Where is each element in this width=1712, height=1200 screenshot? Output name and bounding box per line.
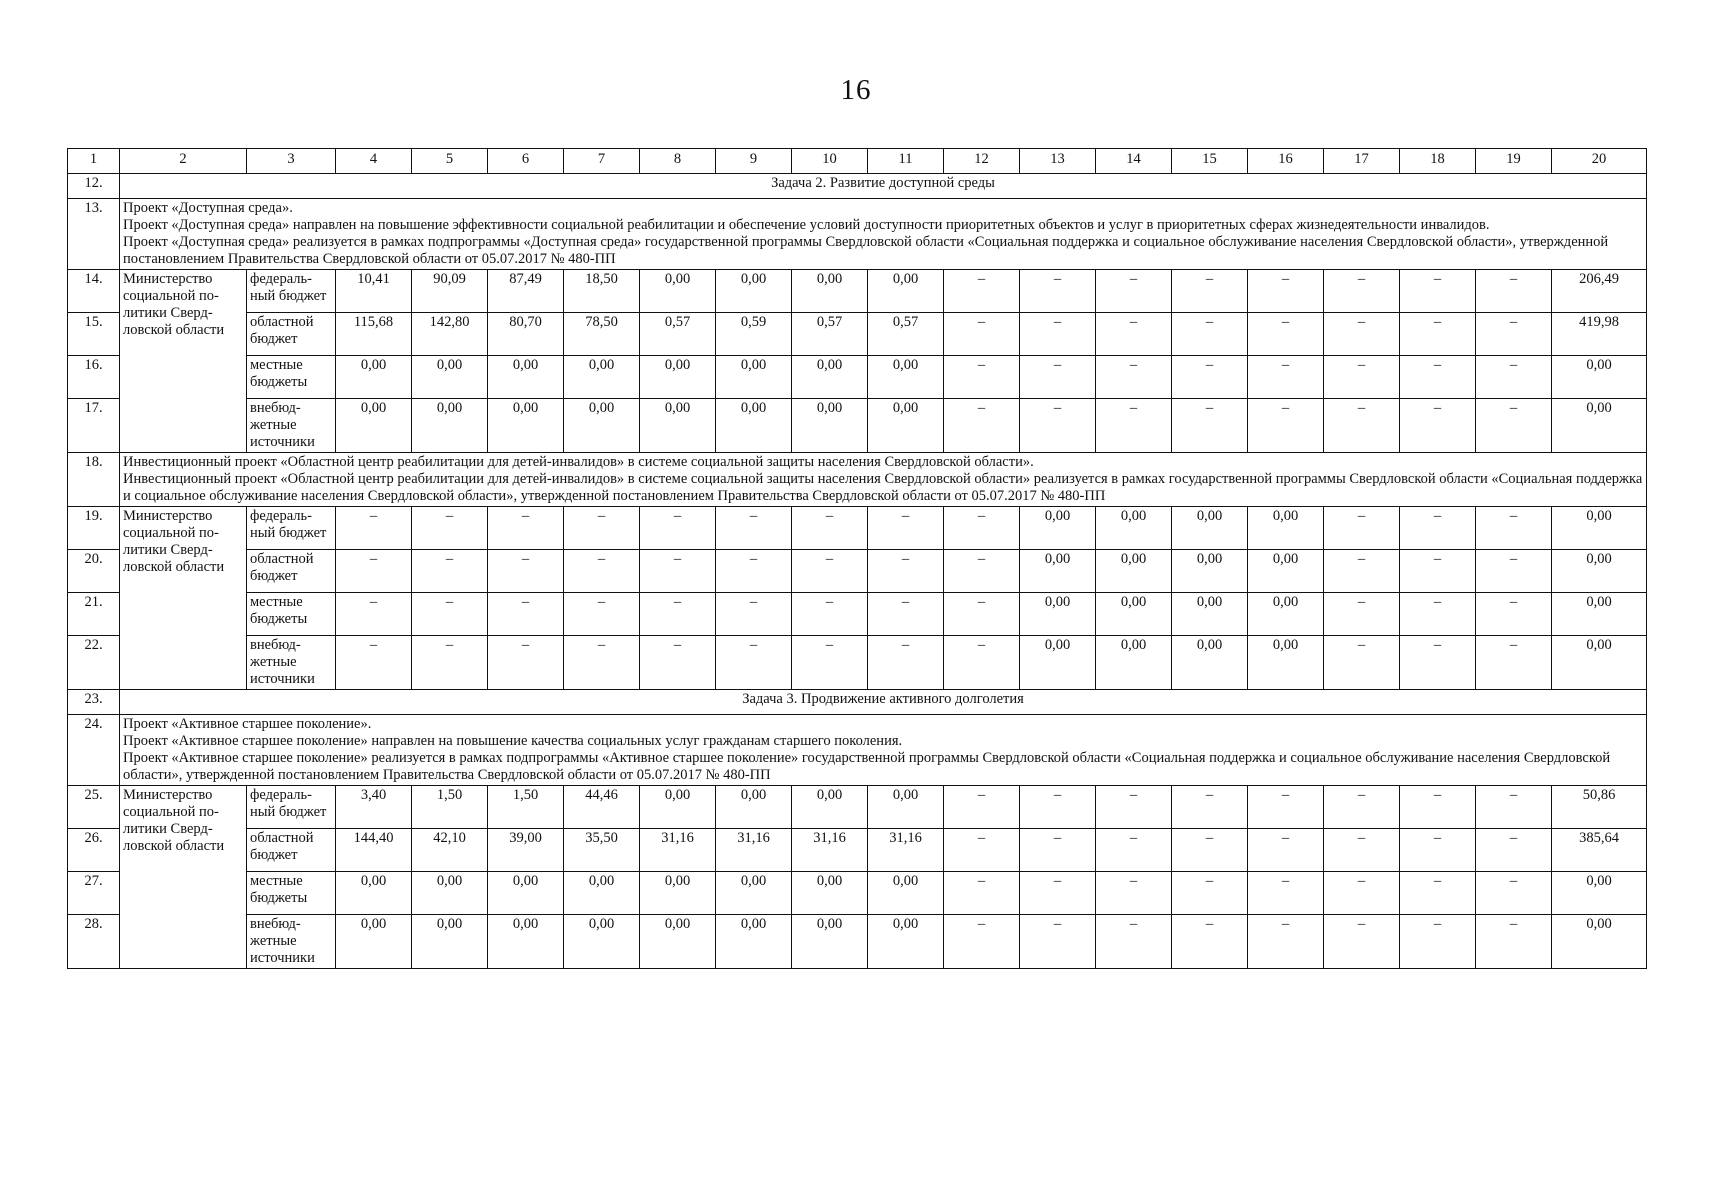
value-cell: – bbox=[1476, 593, 1552, 636]
value-cell: 419,98 bbox=[1552, 313, 1647, 356]
column-number-row bbox=[68, 149, 1647, 174]
value-cell: – bbox=[488, 593, 564, 636]
column-number: 11 bbox=[868, 149, 944, 174]
value-cell: – bbox=[1400, 829, 1476, 872]
value-cell: – bbox=[1248, 786, 1324, 829]
value-cell: 0,00 bbox=[336, 356, 412, 399]
value-cell: – bbox=[944, 313, 1020, 356]
funding-source: федераль-ный бюджет bbox=[247, 507, 336, 550]
value-cell: 0,00 bbox=[1096, 593, 1172, 636]
description-line: Проект «Активное старшее поколение» реализуется в рамках подпрограммы «Активное старшее поколение» государственной программы Свердловской области «Социальная поддержка и социальное обслуживание населения Свердловской области», утвержденной постановлением Правительства Свердловской области от 05.07.2017 № 480-ПП bbox=[123, 750, 1611, 783]
value-cell: – bbox=[1476, 270, 1552, 313]
budget-table-body bbox=[68, 149, 1647, 969]
value-cell: 0,00 bbox=[640, 270, 716, 313]
value-cell: – bbox=[792, 507, 868, 550]
value-cell: – bbox=[1476, 356, 1552, 399]
value-cell: 0,00 bbox=[1552, 593, 1647, 636]
value-cell: – bbox=[1248, 356, 1324, 399]
description-line: Инвестиционный проект «Областной центр реабилитации для детей-инвалидов» в системе социальной защиты населения Свердловской области» реализуется в рамках государственной программы Свердловской области «Социальная поддержка и социальное обслуживание населения Свердловской области», утвержденной постановлением Правительства Свердловской области от 05.07.2017 № 480-ПП bbox=[123, 471, 1643, 504]
value-cell: 0,00 bbox=[640, 915, 716, 969]
row-number: 26. bbox=[68, 829, 120, 872]
value-cell: – bbox=[1324, 270, 1400, 313]
value-cell: – bbox=[716, 550, 792, 593]
row-number: 23. bbox=[68, 690, 120, 715]
description-line: Проект «Активное старшее поколение» направлен на повышение качества социальных услуг гражданам старшего поколения. bbox=[123, 733, 903, 749]
value-cell: – bbox=[640, 593, 716, 636]
column-number: 6 bbox=[488, 149, 564, 174]
page-number: 16 bbox=[840, 74, 872, 106]
value-cell: 0,00 bbox=[868, 915, 944, 969]
budget-row bbox=[68, 786, 1647, 829]
value-cell: – bbox=[868, 636, 944, 690]
section-title: Задача 2. Развитие доступной среды bbox=[120, 174, 1647, 199]
budget-row bbox=[68, 593, 1647, 636]
budget-row bbox=[68, 915, 1647, 969]
value-cell: – bbox=[1248, 829, 1324, 872]
value-cell: – bbox=[336, 550, 412, 593]
value-cell: 0,00 bbox=[1096, 550, 1172, 593]
value-cell: 31,16 bbox=[716, 829, 792, 872]
value-cell: 0,00 bbox=[716, 915, 792, 969]
value-cell: – bbox=[1020, 915, 1096, 969]
value-cell: – bbox=[792, 550, 868, 593]
value-cell: 39,00 bbox=[488, 829, 564, 872]
value-cell: – bbox=[1020, 786, 1096, 829]
value-cell: – bbox=[412, 550, 488, 593]
value-cell: – bbox=[1400, 915, 1476, 969]
row-number: 18. bbox=[68, 453, 120, 507]
column-number: 12 bbox=[944, 149, 1020, 174]
value-cell: – bbox=[944, 593, 1020, 636]
project-description-row bbox=[68, 715, 1647, 786]
value-cell: 0,00 bbox=[1172, 507, 1248, 550]
value-cell: 90,09 bbox=[412, 270, 488, 313]
value-cell: – bbox=[1020, 313, 1096, 356]
value-cell: – bbox=[716, 593, 792, 636]
value-cell: – bbox=[1324, 872, 1400, 915]
value-cell: 0,00 bbox=[1248, 636, 1324, 690]
row-number: 13. bbox=[68, 199, 120, 270]
value-cell: 0,00 bbox=[564, 399, 640, 453]
budget-row bbox=[68, 829, 1647, 872]
value-cell: – bbox=[1020, 270, 1096, 313]
value-cell: – bbox=[1096, 829, 1172, 872]
funding-source: внебюд-жетные источники bbox=[247, 636, 336, 690]
row-number: 27. bbox=[68, 872, 120, 915]
value-cell: 0,00 bbox=[716, 399, 792, 453]
value-cell: 142,80 bbox=[412, 313, 488, 356]
value-cell: – bbox=[944, 829, 1020, 872]
value-cell: – bbox=[1248, 399, 1324, 453]
value-cell: 3,40 bbox=[336, 786, 412, 829]
value-cell: 206,49 bbox=[1552, 270, 1647, 313]
value-cell: – bbox=[1020, 829, 1096, 872]
value-cell: – bbox=[1400, 872, 1476, 915]
column-number: 9 bbox=[716, 149, 792, 174]
value-cell: – bbox=[564, 507, 640, 550]
budget-row bbox=[68, 636, 1647, 690]
value-cell: – bbox=[1096, 786, 1172, 829]
value-cell: 0,00 bbox=[564, 915, 640, 969]
value-cell: – bbox=[1248, 915, 1324, 969]
value-cell: 78,50 bbox=[564, 313, 640, 356]
budget-row bbox=[68, 399, 1647, 453]
value-cell: – bbox=[1172, 270, 1248, 313]
value-cell: – bbox=[488, 507, 564, 550]
value-cell: – bbox=[1248, 313, 1324, 356]
value-cell: 0,00 bbox=[792, 356, 868, 399]
value-cell: 0,00 bbox=[716, 786, 792, 829]
row-number: 25. bbox=[68, 786, 120, 829]
value-cell: – bbox=[944, 356, 1020, 399]
value-cell: 0,00 bbox=[1172, 593, 1248, 636]
value-cell: 0,00 bbox=[412, 915, 488, 969]
value-cell: 0,00 bbox=[1552, 399, 1647, 453]
value-cell: – bbox=[944, 550, 1020, 593]
column-number: 10 bbox=[792, 149, 868, 174]
value-cell: – bbox=[1172, 313, 1248, 356]
responsible-executor: Министерство социальной по-литики Сверд-ловской области bbox=[120, 786, 247, 969]
row-number: 16. bbox=[68, 356, 120, 399]
value-cell: – bbox=[1324, 636, 1400, 690]
column-number: 18 bbox=[1400, 149, 1476, 174]
column-number: 5 bbox=[412, 149, 488, 174]
value-cell: – bbox=[336, 507, 412, 550]
value-cell: – bbox=[1172, 872, 1248, 915]
value-cell: – bbox=[1324, 593, 1400, 636]
column-number: 8 bbox=[640, 149, 716, 174]
value-cell: 0,00 bbox=[564, 356, 640, 399]
row-number: 12. bbox=[68, 174, 120, 199]
value-cell: 0,00 bbox=[640, 872, 716, 915]
value-cell: 0,00 bbox=[1020, 636, 1096, 690]
value-cell: – bbox=[1324, 915, 1400, 969]
column-number: 16 bbox=[1248, 149, 1324, 174]
value-cell: 0,00 bbox=[1552, 636, 1647, 690]
value-cell: – bbox=[1020, 356, 1096, 399]
value-cell: – bbox=[1476, 507, 1552, 550]
section-header-row bbox=[68, 174, 1647, 199]
value-cell: 0,00 bbox=[488, 915, 564, 969]
value-cell: 0,00 bbox=[792, 399, 868, 453]
value-cell: 144,40 bbox=[336, 829, 412, 872]
value-cell: – bbox=[412, 636, 488, 690]
value-cell: 0,00 bbox=[868, 399, 944, 453]
funding-source: внебюд-жетные источники bbox=[247, 915, 336, 969]
value-cell: – bbox=[716, 636, 792, 690]
column-number: 20 bbox=[1552, 149, 1647, 174]
value-cell: – bbox=[1476, 550, 1552, 593]
value-cell: – bbox=[488, 636, 564, 690]
value-cell: – bbox=[1172, 786, 1248, 829]
value-cell: – bbox=[944, 399, 1020, 453]
value-cell: – bbox=[1172, 399, 1248, 453]
value-cell: – bbox=[868, 593, 944, 636]
description-line: Проект «Доступная среда» реализуется в рамках подпрограммы «Доступная среда» государственной программы Свердловской области «Социальная поддержка и социальное обслуживание населения Свердловской области», утвержденной постановлением Правительства Свердловской области от 05.07.2017 № 480-ПП bbox=[123, 234, 1609, 267]
value-cell: 0,00 bbox=[1552, 915, 1647, 969]
value-cell: 87,49 bbox=[488, 270, 564, 313]
value-cell: 0,00 bbox=[1248, 550, 1324, 593]
value-cell: – bbox=[1400, 313, 1476, 356]
row-number: 15. bbox=[68, 313, 120, 356]
value-cell: 0,00 bbox=[868, 872, 944, 915]
value-cell: 0,00 bbox=[1552, 507, 1647, 550]
description-line: Проект «Активное старшее поколение». bbox=[123, 716, 372, 732]
value-cell: – bbox=[1476, 636, 1552, 690]
value-cell: 0,00 bbox=[868, 786, 944, 829]
value-cell: 0,00 bbox=[1552, 872, 1647, 915]
value-cell: – bbox=[640, 507, 716, 550]
value-cell: – bbox=[944, 507, 1020, 550]
value-cell: – bbox=[1324, 786, 1400, 829]
value-cell: 0,00 bbox=[1096, 507, 1172, 550]
section-title: Задача 3. Продвижение активного долголетия bbox=[120, 690, 1647, 715]
column-number: 1 bbox=[68, 149, 120, 174]
value-cell: 0,00 bbox=[412, 356, 488, 399]
value-cell: 0,00 bbox=[1096, 636, 1172, 690]
value-cell: – bbox=[868, 507, 944, 550]
value-cell: 0,00 bbox=[792, 786, 868, 829]
value-cell: 0,00 bbox=[488, 872, 564, 915]
value-cell: 31,16 bbox=[868, 829, 944, 872]
value-cell: – bbox=[1096, 313, 1172, 356]
value-cell: 0,59 bbox=[716, 313, 792, 356]
row-number: 21. bbox=[68, 593, 120, 636]
value-cell: – bbox=[944, 786, 1020, 829]
column-number: 13 bbox=[1020, 149, 1096, 174]
value-cell: – bbox=[792, 636, 868, 690]
budget-row bbox=[68, 507, 1647, 550]
project-description bbox=[120, 715, 1647, 786]
value-cell: 80,70 bbox=[488, 313, 564, 356]
value-cell: 0,00 bbox=[488, 356, 564, 399]
value-cell: – bbox=[1324, 829, 1400, 872]
funding-source: федераль-ный бюджет bbox=[247, 270, 336, 313]
column-number: 17 bbox=[1324, 149, 1400, 174]
row-number: 20. bbox=[68, 550, 120, 593]
value-cell: 0,00 bbox=[640, 399, 716, 453]
value-cell: 0,00 bbox=[1248, 507, 1324, 550]
column-number: 7 bbox=[564, 149, 640, 174]
value-cell: 0,00 bbox=[1020, 593, 1096, 636]
value-cell: 44,46 bbox=[564, 786, 640, 829]
value-cell: – bbox=[792, 593, 868, 636]
value-cell: – bbox=[564, 636, 640, 690]
column-number: 19 bbox=[1476, 149, 1552, 174]
value-cell: – bbox=[1172, 915, 1248, 969]
value-cell: – bbox=[1096, 399, 1172, 453]
value-cell: 0,00 bbox=[1020, 550, 1096, 593]
description-line: Инвестиционный проект «Областной центр реабилитации для детей-инвалидов» в системе социальной защиты населения Свердловской области». bbox=[123, 454, 1034, 470]
value-cell: – bbox=[640, 550, 716, 593]
value-cell: 115,68 bbox=[336, 313, 412, 356]
value-cell: 0,00 bbox=[640, 356, 716, 399]
value-cell: 1,50 bbox=[488, 786, 564, 829]
value-cell: – bbox=[1476, 829, 1552, 872]
value-cell: – bbox=[564, 550, 640, 593]
value-cell: – bbox=[564, 593, 640, 636]
budget-row bbox=[68, 356, 1647, 399]
value-cell: – bbox=[1476, 915, 1552, 969]
value-cell: 0,00 bbox=[716, 872, 792, 915]
value-cell: – bbox=[1324, 356, 1400, 399]
row-number: 14. bbox=[68, 270, 120, 313]
value-cell: – bbox=[488, 550, 564, 593]
value-cell: – bbox=[640, 636, 716, 690]
value-cell: 10,41 bbox=[336, 270, 412, 313]
value-cell: – bbox=[336, 593, 412, 636]
section-header-row bbox=[68, 690, 1647, 715]
project-description bbox=[120, 199, 1647, 270]
value-cell: – bbox=[868, 550, 944, 593]
funding-source: областной бюджет bbox=[247, 550, 336, 593]
value-cell: 0,57 bbox=[792, 313, 868, 356]
value-cell: – bbox=[1020, 399, 1096, 453]
value-cell: 0,00 bbox=[488, 399, 564, 453]
responsible-executor: Министерство социальной по-литики Сверд-ловской области bbox=[120, 270, 247, 453]
value-cell: – bbox=[944, 636, 1020, 690]
value-cell: – bbox=[944, 872, 1020, 915]
value-cell: – bbox=[1248, 270, 1324, 313]
value-cell: – bbox=[1400, 636, 1476, 690]
value-cell: 1,50 bbox=[412, 786, 488, 829]
row-number: 22. bbox=[68, 636, 120, 690]
value-cell: 31,16 bbox=[640, 829, 716, 872]
project-description-row bbox=[68, 453, 1647, 507]
value-cell: 0,00 bbox=[792, 270, 868, 313]
responsible-executor: Министерство социальной по-литики Сверд-ловской области bbox=[120, 507, 247, 690]
column-number: 2 bbox=[120, 149, 247, 174]
value-cell: – bbox=[1400, 399, 1476, 453]
value-cell: 0,00 bbox=[412, 872, 488, 915]
value-cell: 0,00 bbox=[716, 356, 792, 399]
budget-table bbox=[67, 148, 1647, 969]
value-cell: – bbox=[1324, 313, 1400, 356]
value-cell: 18,50 bbox=[564, 270, 640, 313]
value-cell: – bbox=[1400, 507, 1476, 550]
value-cell: 0,00 bbox=[1172, 550, 1248, 593]
column-number: 14 bbox=[1096, 149, 1172, 174]
value-cell: – bbox=[1476, 872, 1552, 915]
value-cell: – bbox=[412, 593, 488, 636]
value-cell: – bbox=[1400, 786, 1476, 829]
value-cell: 0,00 bbox=[1172, 636, 1248, 690]
value-cell: – bbox=[1476, 399, 1552, 453]
funding-source: областной бюджет bbox=[247, 829, 336, 872]
value-cell: – bbox=[412, 507, 488, 550]
value-cell: – bbox=[944, 915, 1020, 969]
value-cell: – bbox=[1476, 313, 1552, 356]
value-cell: – bbox=[1324, 399, 1400, 453]
value-cell: 0,00 bbox=[336, 872, 412, 915]
value-cell: – bbox=[336, 636, 412, 690]
value-cell: 0,00 bbox=[1020, 507, 1096, 550]
value-cell: 0,00 bbox=[868, 270, 944, 313]
description-line: Проект «Доступная среда» направлен на повышение эффективности социальной реабилитации и обеспечение условий доступности приоритетных объектов и услуг в приоритетных сферах жизнедеятельности инвалидов. bbox=[123, 217, 1490, 233]
budget-row bbox=[68, 313, 1647, 356]
budget-row bbox=[68, 872, 1647, 915]
row-number: 17. bbox=[68, 399, 120, 453]
value-cell: – bbox=[1096, 915, 1172, 969]
value-cell: 0,00 bbox=[564, 872, 640, 915]
value-cell: – bbox=[1096, 270, 1172, 313]
value-cell: 0,00 bbox=[1552, 550, 1647, 593]
column-number: 4 bbox=[336, 149, 412, 174]
value-cell: – bbox=[1172, 829, 1248, 872]
value-cell: – bbox=[944, 270, 1020, 313]
funding-source: местные бюджеты bbox=[247, 593, 336, 636]
value-cell: – bbox=[716, 507, 792, 550]
value-cell: 0,00 bbox=[868, 356, 944, 399]
value-cell: 0,00 bbox=[640, 786, 716, 829]
value-cell: 0,57 bbox=[868, 313, 944, 356]
column-number: 3 bbox=[247, 149, 336, 174]
value-cell: 0,00 bbox=[336, 399, 412, 453]
funding-source: областной бюджет bbox=[247, 313, 336, 356]
value-cell: 0,00 bbox=[792, 915, 868, 969]
funding-source: местные бюджеты bbox=[247, 356, 336, 399]
value-cell: – bbox=[1324, 507, 1400, 550]
funding-source: местные бюджеты bbox=[247, 872, 336, 915]
value-cell: – bbox=[1020, 872, 1096, 915]
funding-source: внебюд-жетные источники bbox=[247, 399, 336, 453]
description-line: Проект «Доступная среда». bbox=[123, 200, 293, 216]
value-cell: – bbox=[1096, 872, 1172, 915]
value-cell: 31,16 bbox=[792, 829, 868, 872]
value-cell: 0,00 bbox=[1248, 593, 1324, 636]
value-cell: – bbox=[1324, 550, 1400, 593]
value-cell: 50,86 bbox=[1552, 786, 1647, 829]
value-cell: 385,64 bbox=[1552, 829, 1647, 872]
value-cell: 0,00 bbox=[716, 270, 792, 313]
row-number: 28. bbox=[68, 915, 120, 969]
column-number: 15 bbox=[1172, 149, 1248, 174]
value-cell: – bbox=[1248, 872, 1324, 915]
project-description bbox=[120, 453, 1647, 507]
value-cell: – bbox=[1096, 356, 1172, 399]
value-cell: 0,57 bbox=[640, 313, 716, 356]
value-cell: 35,50 bbox=[564, 829, 640, 872]
value-cell: – bbox=[1476, 786, 1552, 829]
row-number: 24. bbox=[68, 715, 120, 786]
funding-source: федераль-ный бюджет bbox=[247, 786, 336, 829]
value-cell: – bbox=[1400, 270, 1476, 313]
value-cell: – bbox=[1400, 356, 1476, 399]
row-number: 19. bbox=[68, 507, 120, 550]
value-cell: 0,00 bbox=[412, 399, 488, 453]
value-cell: 42,10 bbox=[412, 829, 488, 872]
value-cell: 0,00 bbox=[792, 872, 868, 915]
value-cell: 0,00 bbox=[1552, 356, 1647, 399]
value-cell: – bbox=[1400, 550, 1476, 593]
budget-row bbox=[68, 270, 1647, 313]
budget-row bbox=[68, 550, 1647, 593]
value-cell: 0,00 bbox=[336, 915, 412, 969]
value-cell: – bbox=[1172, 356, 1248, 399]
project-description-row bbox=[68, 199, 1647, 270]
value-cell: – bbox=[1400, 593, 1476, 636]
